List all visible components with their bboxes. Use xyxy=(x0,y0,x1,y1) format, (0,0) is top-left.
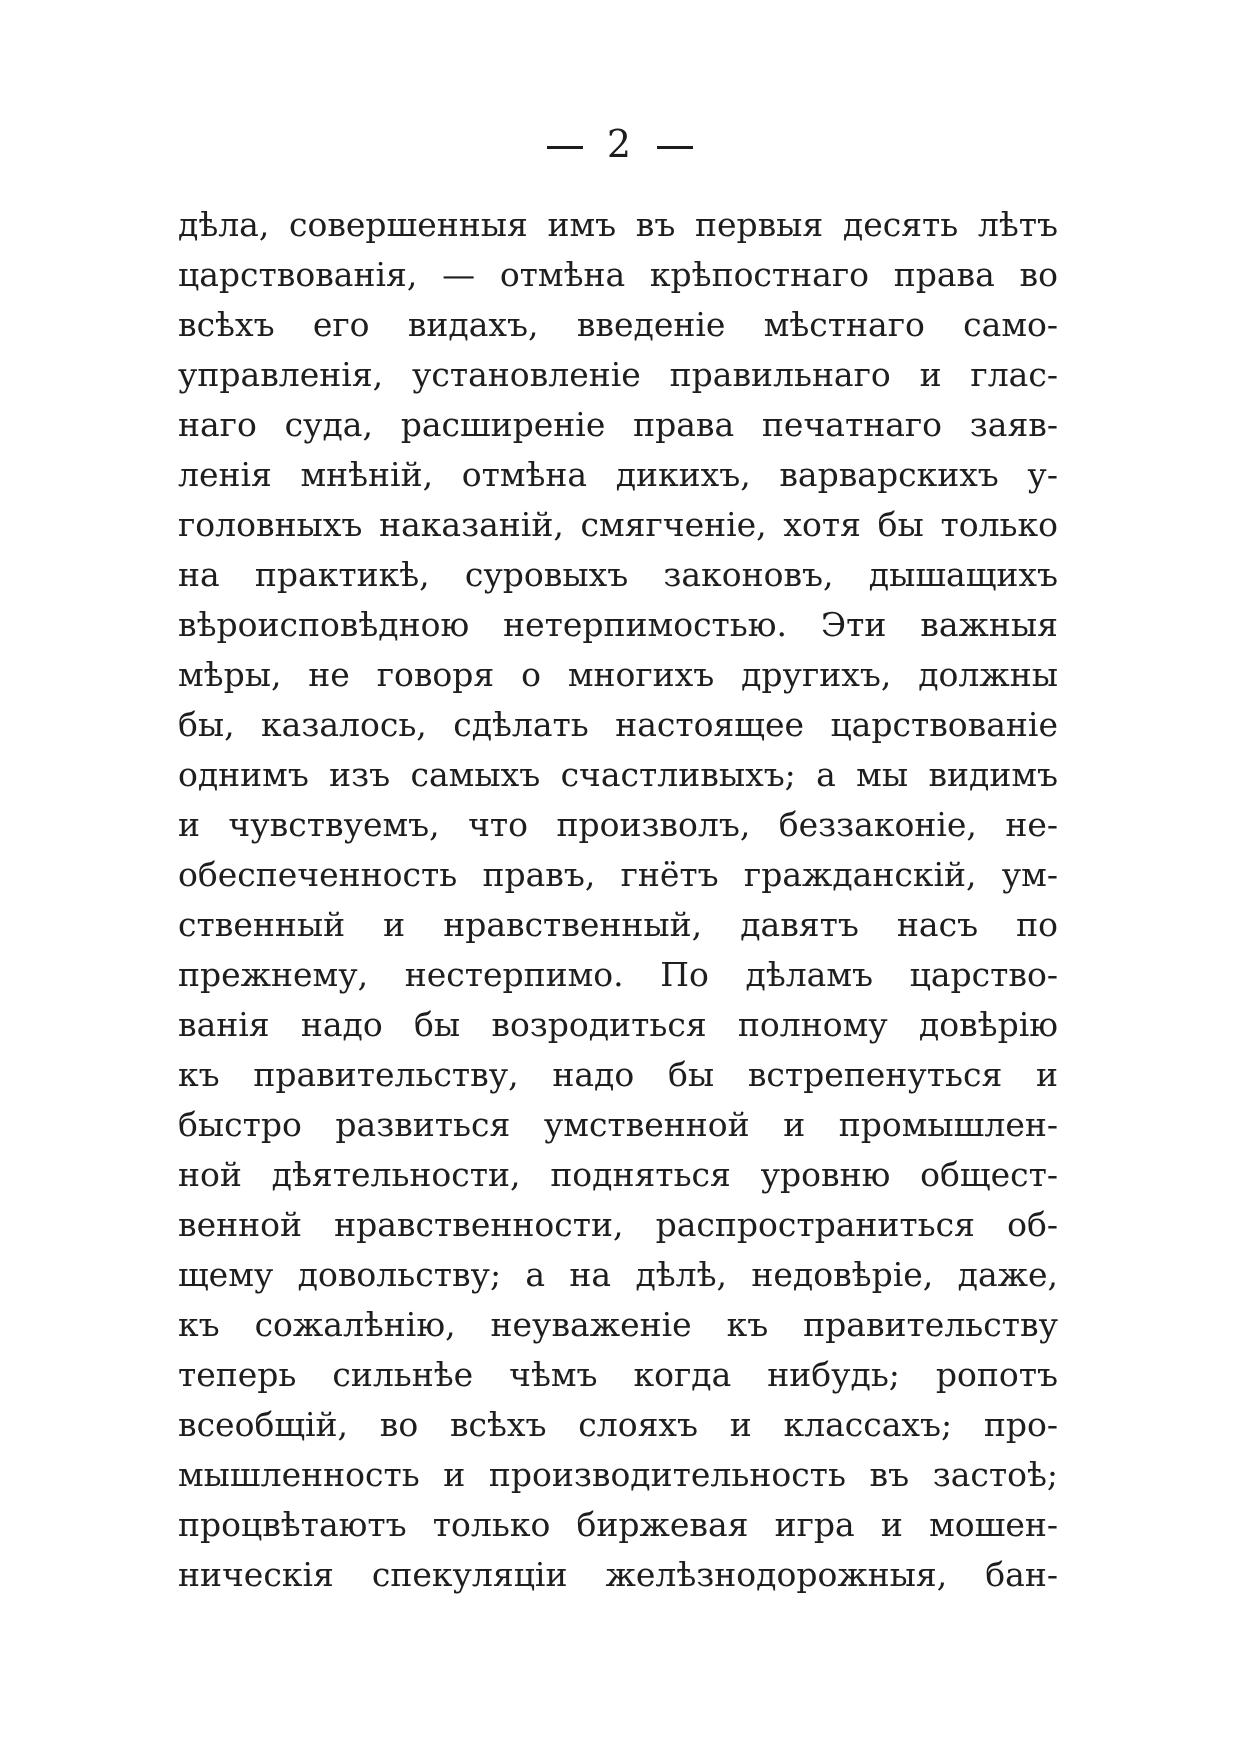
text-line: ственный и нравственный, давятъ насъ по xyxy=(178,905,1058,944)
text-line: управленія, установленіе правильнаго и глас- xyxy=(178,355,1058,394)
text-line: быстро развиться умственной и промышлен- xyxy=(178,1105,1058,1144)
text-line: наго суда, расширеніе права печатнаго заяв- xyxy=(178,405,1058,444)
text-line: мышленность и производительность въ застоѣ; xyxy=(178,1455,1058,1494)
text-line: головныхъ наказаній, смягченіе, хотя бы только xyxy=(178,505,1058,544)
text-line: мѣры, не говоря о многихъ другихъ, должны xyxy=(178,655,1058,694)
page-number xyxy=(520,122,720,166)
text-line: ванія надо бы возродиться полному довѣрію xyxy=(178,1005,1058,1044)
text-line: однимъ изъ самыхъ счастливыхъ; а мы видимъ xyxy=(178,755,1058,794)
text-line: и чувствуемъ, что произволъ, беззаконіе, не- xyxy=(178,805,1058,844)
text-line: къ правительству, надо бы встрепенуться и xyxy=(178,1055,1058,1094)
text-line: теперь сильнѣе чѣмъ когда нибудь; ропотъ xyxy=(178,1355,1058,1394)
text-line: прежнему, нестерпимо. По дѣламъ царство- xyxy=(178,955,1058,994)
text-line: процвѣтаютъ только биржевая игра и мошен- xyxy=(178,1505,1058,1544)
text-line: ническія спекуляціи желѣзнодорожныя, бан- xyxy=(178,1555,1058,1594)
left-dash xyxy=(547,146,583,149)
text-line: ленія мнѣній, отмѣна дикихъ, варварскихъ у- xyxy=(178,455,1058,494)
text-line: на практикѣ, суровыхъ законовъ, дышащихъ xyxy=(178,555,1058,594)
text-line: ной дѣятельности, подняться уровню общест- xyxy=(178,1155,1058,1194)
text-line: царствованія, — отмѣна крѣпостнаго права во xyxy=(178,255,1058,294)
text-line: къ сожалѣнію, неуваженіе къ правительству xyxy=(178,1305,1058,1344)
text-line: обеспеченность правъ, гнётъ гражданскій, ум- xyxy=(178,855,1058,894)
body-text xyxy=(178,200,1058,1600)
text-line: щему довольству; а на дѣлѣ, недовѣріе, даже, xyxy=(178,1255,1058,1294)
page-number-value: 2 xyxy=(606,122,634,166)
text-line: всѣхъ его видахъ, введеніе мѣстнаго само- xyxy=(178,305,1058,344)
text-line: бы, казалось, сдѣлать настоящее царствованіе xyxy=(178,705,1058,744)
text-line: венной нравственности, распространиться об- xyxy=(178,1205,1058,1244)
right-dash xyxy=(657,146,693,149)
text-line: всеобщій, во всѣхъ слояхъ и классахъ; про- xyxy=(178,1405,1058,1444)
text-line: вѣроисповѣдною нетерпимостью. Эти важныя xyxy=(178,605,1058,644)
text-line: дѣла, совершенныя имъ въ первыя десять лѣтъ xyxy=(178,205,1058,244)
